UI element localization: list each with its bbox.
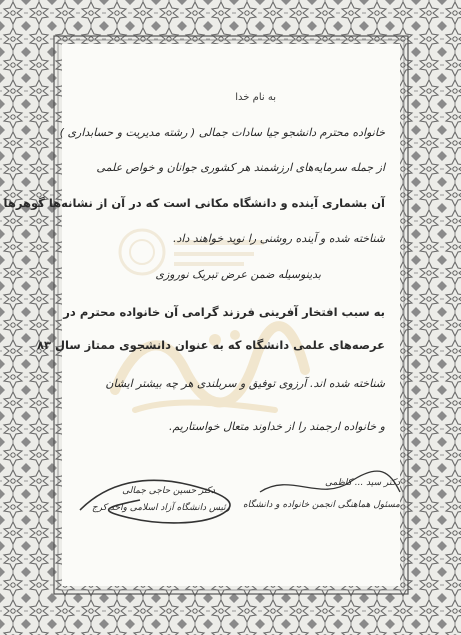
left-signatory-title: رئیس دانشگاه آزاد اسلامی واحد کرج (91, 503, 230, 513)
document-heading: به نام خدا (235, 92, 276, 103)
text-line-4: شناخته شده و آینده روشنی را نوید خواهند داد. (173, 232, 385, 245)
calligraphy-watermark (95, 300, 315, 440)
text-line-9: و خانواده ارجمند را از خداوند متعال خواستاریم. (168, 420, 385, 433)
text-line-2: از جمله سرمایه‌های ارزشمند هر کشوری جوانان و خواص علمی (96, 161, 385, 174)
right-signatory-title: مسئول هماهنگی انجمن خانواده و دانشگاه (242, 500, 400, 510)
text-line-7: عرصه‌های علمی دانشگاه که به عنوان دانشجوی ممتاز سال ۸۳ (36, 338, 385, 352)
right-signature-mark (240, 462, 410, 522)
text-line-1: خانواده محترم دانشجو جیا سادات جمالی ( رشته مدیریت و حسابداری ) (59, 126, 385, 139)
text-line-6: به سبب افتخار آفرینی فرزند گرامی آن خانواده محترم در (63, 305, 385, 319)
right-signatory-name: دکتر سید ... کاظمی (324, 478, 400, 488)
text-line-8: شناخته شده اند. آرزوی توفیق و سربلندی هر چه بیشتر ایشان (105, 377, 385, 390)
text-line-5: بدینوسیله ضمن عرض تبریک نوروزی (155, 268, 321, 281)
left-signatory-name: دکتر حسین حاجی جمالی (122, 486, 215, 496)
text-line-3: آن بشماری آینده و دانشگاه مکانی است که در آن از نشانه‌ها گوهرها (3, 196, 385, 210)
